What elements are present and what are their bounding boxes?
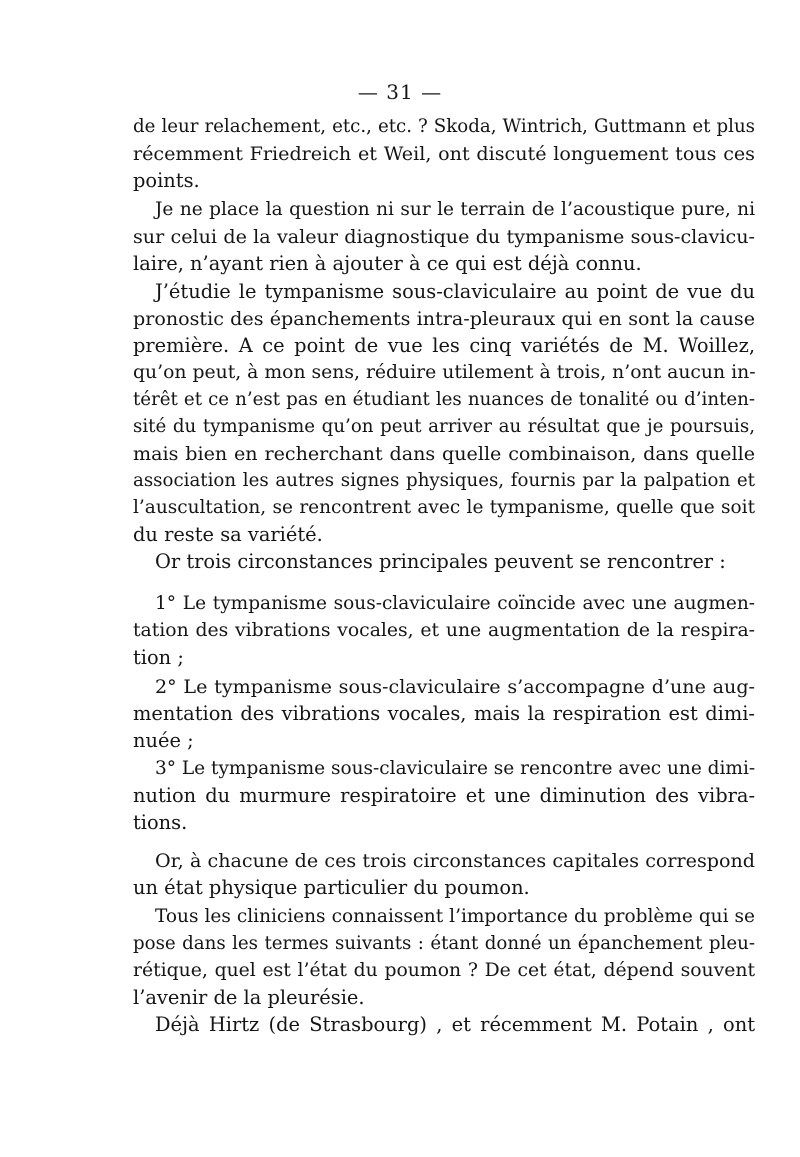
text-line: J’étudie le tympanisme sous-claviculaire au point de vue du bbox=[155, 280, 755, 303]
list-item bbox=[133, 673, 755, 754]
text-line: tions. bbox=[133, 811, 188, 834]
text-line: tion ; bbox=[133, 646, 184, 669]
text-line: mentation des vibrations vocales, mais la respiration est dimi- bbox=[133, 702, 755, 725]
text-line: l’avenir de la pleurésie. bbox=[133, 986, 365, 1009]
text-line: nution du murmure respiratoire et une diminution des vibra- bbox=[133, 784, 755, 807]
text-line: térêt et ce n’est pas en étudiant les nuances de tonalité ou d’inten- bbox=[133, 389, 755, 410]
list-item bbox=[133, 755, 755, 836]
paragraph bbox=[133, 113, 755, 194]
text-line: rétique, quel est l’état du poumon ? De cet état, dépend souvent bbox=[133, 960, 755, 981]
text-line: sité du tympanisme qu’on peut arriver au résultat que je poursuis, bbox=[133, 416, 755, 437]
text-line: association les autres signes physiques, fournis par la palpation et bbox=[133, 470, 755, 491]
page-number: — 31 — bbox=[357, 80, 443, 104]
text-line: Or trois circonstances principales peuvent se rencontrer : bbox=[155, 550, 726, 573]
text-line: de leur relachement, etc., etc. ? Skoda, Wintrich, Guttmann et plus bbox=[133, 116, 755, 137]
paragraph bbox=[133, 847, 755, 901]
text-line: un état physique particulier du poumon. bbox=[133, 876, 530, 899]
text-line: l’auscultation, se rencontrent avec le tympanisme, quelle que soit bbox=[133, 497, 755, 518]
text-line: tation des vibrations vocales, et une augmentation de la respira- bbox=[133, 620, 755, 641]
text-line: pose dans les termes suivants : étant donné un épanchement pleu- bbox=[133, 933, 755, 954]
text-line: Tous les cliniciens connaissent l’importance du problème qui se bbox=[155, 906, 755, 927]
text-line: Je ne place la question ni sur le terrain de l’acoustique pure, ni bbox=[155, 199, 755, 220]
paragraph bbox=[133, 548, 755, 575]
list-item bbox=[133, 590, 755, 671]
text-line: mais bien en recherchant dans quelle combinaison, dans quelle bbox=[133, 442, 755, 465]
text-line: 2° Le tympanisme sous-claviculaire s’accompagne d’une aug- bbox=[155, 675, 755, 698]
paragraph bbox=[133, 196, 755, 277]
text-line: laire, n’ayant rien à ajouter à ce qui est déjà connu. bbox=[133, 252, 642, 275]
text-line: Or, à chacune de ces trois circonstances capitales correspond bbox=[155, 849, 755, 872]
text-line: points. bbox=[133, 169, 200, 192]
text-line: 3° Le tympanisme sous-claviculaire se rencontre avec une dimi- bbox=[155, 758, 756, 779]
text-line: récemment Friedreich et Weil, ont discuté longuement tous ces bbox=[133, 142, 755, 165]
text-line: sur celui de la valeur diagnostique du tympanisme sous-clavicu- bbox=[133, 225, 755, 248]
text-line: qu’on peut, à mon sens, réduire utilement à trois, n’ont aucun in- bbox=[133, 362, 756, 383]
text-line: première. A ce point de vue les cinq variétés de M. Woillez, bbox=[133, 334, 755, 357]
paragraph bbox=[133, 278, 755, 548]
paragraph bbox=[133, 1011, 755, 1038]
text-line: pronostic des épanchements intra-pleuraux qui en sont la cause bbox=[133, 307, 755, 330]
paragraph bbox=[133, 903, 755, 1011]
text-line: Déjà Hirtz (de Strasbourg) , et récemment M. Potain , ont bbox=[155, 1013, 755, 1036]
text-line: 1° Le tympanisme sous-claviculaire coïncide avec une augmen- bbox=[155, 593, 755, 614]
text-line: du reste sa variété. bbox=[133, 523, 323, 546]
text-line: nuée ; bbox=[133, 729, 194, 752]
